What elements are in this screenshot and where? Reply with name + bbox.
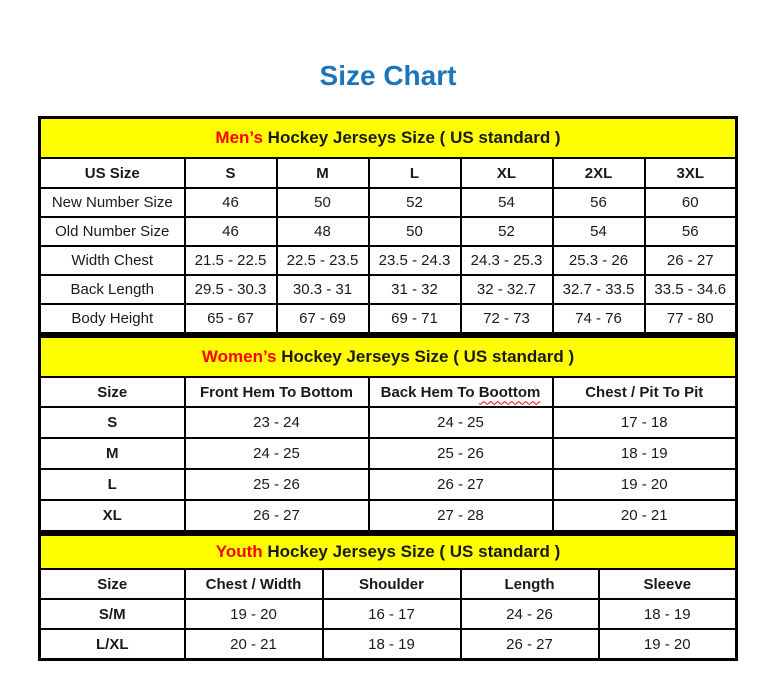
womens-table-row bbox=[40, 469, 737, 500]
youth-table-row bbox=[40, 629, 737, 660]
mens-data-cell: 72 - 73 bbox=[461, 304, 553, 334]
mens-data-cell: 33.5 - 34.6 bbox=[645, 275, 737, 304]
youth-row-label: S/M bbox=[40, 599, 185, 629]
mens-column-header-label: M bbox=[316, 164, 329, 182]
youth-section-banner bbox=[40, 535, 737, 570]
youth-column-header-label: Size bbox=[97, 575, 128, 593]
youth-column-header bbox=[323, 569, 461, 599]
womens-section-banner bbox=[40, 337, 737, 378]
mens-size-table bbox=[38, 116, 738, 335]
youth-column-header-label: Shoulder bbox=[358, 575, 424, 593]
womens-banner-text: Hockey Jerseys Size ( US standard ) bbox=[276, 347, 575, 366]
mens-column-header bbox=[369, 158, 461, 188]
womens-data-cell: 19 - 20 bbox=[553, 469, 737, 500]
womens-row-label: L bbox=[40, 469, 185, 500]
mens-banner-accent: Men’s bbox=[215, 128, 263, 147]
mens-column-header-label: S bbox=[225, 164, 236, 182]
mens-data-cell: 56 bbox=[553, 188, 645, 217]
mens-data-cell: 31 - 32 bbox=[369, 275, 461, 304]
mens-data-cell: 74 - 76 bbox=[553, 304, 645, 334]
youth-column-header bbox=[40, 569, 185, 599]
youth-data-cell: 20 - 21 bbox=[185, 629, 323, 660]
mens-banner-text: Hockey Jerseys Size ( US standard ) bbox=[262, 128, 561, 147]
youth-data-cell: 19 - 20 bbox=[599, 629, 737, 660]
youth-banner-text: Hockey Jerseys Size ( US standard ) bbox=[262, 542, 561, 561]
mens-data-cell: 67 - 69 bbox=[277, 304, 369, 334]
womens-data-cell: 20 - 21 bbox=[553, 500, 737, 532]
mens-column-header bbox=[645, 158, 737, 188]
mens-data-cell: 32.7 - 33.5 bbox=[553, 275, 645, 304]
womens-data-cell: 24 - 25 bbox=[369, 407, 553, 438]
misspelled-word-squiggle: Boottom bbox=[478, 383, 541, 401]
mens-column-header-label: 2XL bbox=[584, 164, 613, 182]
womens-size-table bbox=[38, 335, 738, 533]
womens-data-cell: 25 - 26 bbox=[369, 438, 553, 469]
youth-data-cell: 18 - 19 bbox=[323, 629, 461, 660]
womens-data-cell: 23 - 24 bbox=[185, 407, 369, 438]
mens-data-cell: 23.5 - 24.3 bbox=[369, 246, 461, 275]
mens-table-row bbox=[40, 304, 737, 334]
mens-data-cell: 56 bbox=[645, 217, 737, 246]
mens-column-header-label: L bbox=[409, 164, 420, 182]
youth-data-cell: 16 - 17 bbox=[323, 599, 461, 629]
mens-data-cell: 50 bbox=[369, 217, 461, 246]
womens-data-cell: 17 - 18 bbox=[553, 407, 737, 438]
womens-data-cell: 26 - 27 bbox=[369, 469, 553, 500]
womens-column-header-label: Size bbox=[97, 383, 128, 401]
mens-data-cell: 21.5 - 22.5 bbox=[185, 246, 277, 275]
mens-column-header-label: US Size bbox=[84, 164, 140, 182]
mens-data-cell: 22.5 - 23.5 bbox=[277, 246, 369, 275]
youth-column-header bbox=[599, 569, 737, 599]
mens-data-cell: 26 - 27 bbox=[645, 246, 737, 275]
size-chart-tables bbox=[38, 116, 735, 661]
youth-data-cell: 19 - 20 bbox=[185, 599, 323, 629]
womens-row-label: S bbox=[40, 407, 185, 438]
womens-table-row bbox=[40, 438, 737, 469]
mens-column-header bbox=[461, 158, 553, 188]
womens-table-row bbox=[40, 407, 737, 438]
page-title: Size Chart bbox=[319, 60, 457, 91]
mens-row-label: Old Number Size bbox=[40, 217, 185, 246]
mens-data-cell: 32 - 32.7 bbox=[461, 275, 553, 304]
mens-column-header bbox=[185, 158, 277, 188]
youth-column-header bbox=[185, 569, 323, 599]
mens-data-cell: 52 bbox=[461, 217, 553, 246]
womens-column-header-label: Front Hem To Bottom bbox=[199, 383, 354, 401]
womens-data-cell: 25 - 26 bbox=[185, 469, 369, 500]
mens-data-cell: 46 bbox=[185, 217, 277, 246]
youth-data-cell: 18 - 19 bbox=[599, 599, 737, 629]
womens-row-label: XL bbox=[40, 500, 185, 532]
mens-column-header bbox=[277, 158, 369, 188]
womens-column-header bbox=[553, 377, 737, 407]
mens-data-cell: 52 bbox=[369, 188, 461, 217]
youth-data-cell: 24 - 26 bbox=[461, 599, 599, 629]
mens-column-header bbox=[553, 158, 645, 188]
womens-row-label: M bbox=[40, 438, 185, 469]
youth-row-label: L/XL bbox=[40, 629, 185, 660]
mens-row-label: Body Height bbox=[40, 304, 185, 334]
womens-banner-accent: Women’s bbox=[201, 347, 277, 366]
youth-column-header-label: Sleeve bbox=[643, 575, 692, 593]
womens-data-cell: 24 - 25 bbox=[185, 438, 369, 469]
womens-column-header bbox=[40, 377, 185, 407]
mens-data-cell: 54 bbox=[461, 188, 553, 217]
mens-row-label: Back Length bbox=[40, 275, 185, 304]
mens-data-cell: 30.3 - 31 bbox=[277, 275, 369, 304]
youth-size-table bbox=[38, 533, 738, 661]
mens-table-row bbox=[40, 275, 737, 304]
mens-table-row bbox=[40, 246, 737, 275]
mens-row-label: New Number Size bbox=[40, 188, 185, 217]
womens-data-cell: 18 - 19 bbox=[553, 438, 737, 469]
youth-data-cell: 26 - 27 bbox=[461, 629, 599, 660]
mens-data-cell: 25.3 - 26 bbox=[553, 246, 645, 275]
womens-column-header bbox=[369, 377, 553, 407]
mens-data-cell: 60 bbox=[645, 188, 737, 217]
youth-column-header bbox=[461, 569, 599, 599]
womens-data-cell: 26 - 27 bbox=[185, 500, 369, 532]
mens-data-cell: 50 bbox=[277, 188, 369, 217]
womens-column-header-label: Back Hem To bbox=[380, 383, 479, 401]
youth-banner-accent: Youth bbox=[215, 542, 263, 561]
mens-column-header bbox=[40, 158, 185, 188]
mens-row-label: Width Chest bbox=[40, 246, 185, 275]
mens-column-header-label: XL bbox=[496, 164, 517, 182]
youth-column-header-label: Chest / Width bbox=[205, 575, 302, 593]
youth-table-row bbox=[40, 599, 737, 629]
mens-data-cell: 54 bbox=[553, 217, 645, 246]
mens-section-banner bbox=[40, 118, 737, 159]
womens-table-row bbox=[40, 500, 737, 532]
mens-column-header-label: 3XL bbox=[676, 164, 704, 182]
mens-data-cell: 65 - 67 bbox=[185, 304, 277, 334]
womens-column-header bbox=[185, 377, 369, 407]
mens-data-cell: 48 bbox=[277, 217, 369, 246]
mens-table-row bbox=[40, 188, 737, 217]
mens-table-row bbox=[40, 217, 737, 246]
mens-data-cell: 46 bbox=[185, 188, 277, 217]
mens-data-cell: 29.5 - 30.3 bbox=[185, 275, 277, 304]
mens-data-cell: 69 - 71 bbox=[369, 304, 461, 334]
youth-column-header-label: Length bbox=[504, 575, 555, 593]
mens-data-cell: 77 - 80 bbox=[645, 304, 737, 334]
mens-data-cell: 24.3 - 25.3 bbox=[461, 246, 553, 275]
womens-data-cell: 27 - 28 bbox=[369, 500, 553, 532]
womens-column-header-label: Chest / Pit To Pit bbox=[585, 383, 704, 401]
